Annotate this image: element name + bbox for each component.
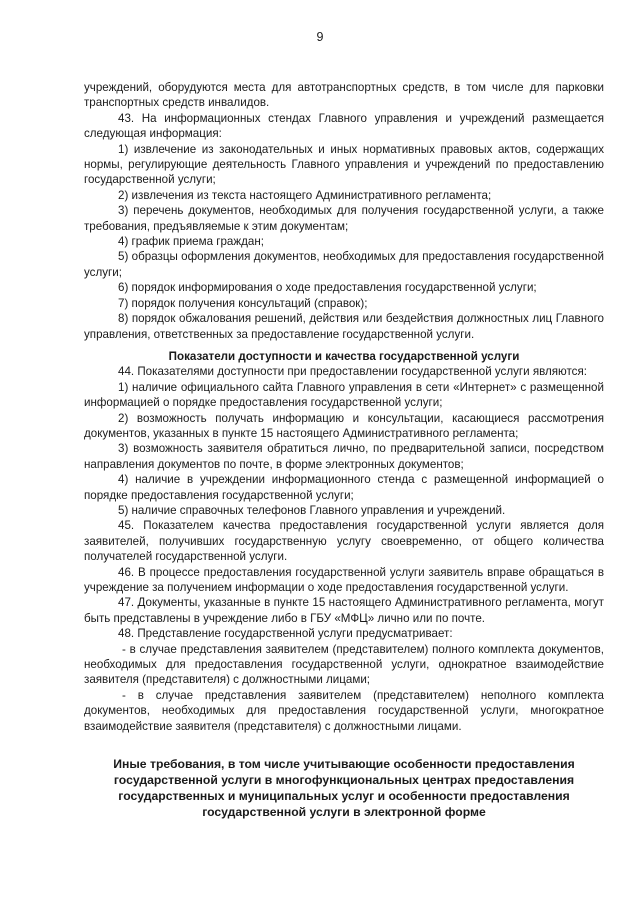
paragraph: 47. Документы, указанные в пункте 15 настоящего Административного регламента, могут быть представлены в учреждение либо в ГБУ «МФЦ» лично или по почте. — [84, 596, 604, 625]
paragraph: 46. В процессе предоставления государственной услуги заявитель вправе обращаться в учреждение за получением информации о ходе предоставления государственной услуги. — [84, 565, 604, 594]
list-item: 2) извлечения из текста настоящего Административного регламента; — [118, 188, 492, 202]
list-item: 1) наличие официального сайта Главного управления в сети «Интернет» с размещенной информацией о порядке предоставления государственной услуги; — [84, 380, 604, 410]
paragraph: 43. На информационных стендах Главного управления и учреждений размещается следующая информация: — [84, 111, 604, 141]
list-item: 3) возможность заявителя обратиться лично, по предварительной записи, посредством направления документов по почте, в форме электронных документов; — [84, 442, 604, 471]
list-item: 3) перечень документов, необходимых для получения государственной услуги, а также требования, предъявляемые к этим документам; — [84, 204, 604, 233]
list-item: 8) порядок обжалования решений, действия или бездействия должностных лиц Главного управления, ответственных за предоставление государственной услуги. — [84, 312, 604, 341]
paragraph: 45. Показателем качества предоставления государственной услуги является доля заявителей, получивших государственную услугу своевременно, от общего количества получателей государственной услуги. — [84, 519, 604, 564]
list-item: 6) порядок информирования о ходе предоставления государственной услуги; — [118, 281, 537, 295]
paragraph: 44. Показателями доступности при предоставлении государственной услуги являются: — [118, 365, 587, 379]
page-number: 9 — [316, 30, 324, 44]
list-item: 4) график приема граждан; — [118, 235, 264, 249]
paragraph: 48. Представление государственной услуги предусматривает: — [118, 627, 453, 641]
list-item: - в случае представления заявителем (представителем) полного комплекта документов, необходимых для предоставления государственной услуги, однократное взаимодействие заявителя (представителя) с должностными лицами; — [84, 642, 604, 687]
list-item: 2) возможность получать информацию и консультации, касающиеся рассмотрения документов, указанных в пункте 15 настоящего Административного регламента; — [84, 411, 604, 440]
list-item: 5) образцы оформления документов, необходимых для предоставления государственной услуги; — [84, 250, 604, 279]
list-item: 4) наличие в учреждении информационного стенда с размещенной информацией о порядке предоставления государственной услуги; — [84, 473, 604, 502]
list-item: - в случае представления заявителем (представителем) неполного комплекта документов, необходимых для предоставления государственной услуги, многократное взаимодействие заявителя (представителя) с должностными лицами. — [84, 688, 604, 733]
list-item: 1) извлечение из законодательных и иных нормативных правовых актов, содержащих нормы, регулирующие деятельность Главного управления и учреждений по предоставлению государственной услуги; — [84, 142, 604, 187]
list-item: 5) наличие справочных телефонов Главного управления и учреждений. — [118, 503, 506, 517]
section-heading: Иные требования, в том числе учитывающие особенности предоставления государственной услуги в многофункциональных центрах предоставления государственных и муниципальных услуг и особенности предоставления государственной услуги в электронной форме — [113, 757, 575, 820]
page-content — [84, 80, 604, 820]
section-heading: Показатели доступности и качества государственной услуги — [168, 349, 520, 363]
list-item: 7) порядок получения консультаций (справок); — [118, 296, 368, 310]
paragraph: учреждений, оборудуются места для автотранспортных средств, в том числе для парковки транспортных средств инвалидов. — [84, 81, 604, 110]
